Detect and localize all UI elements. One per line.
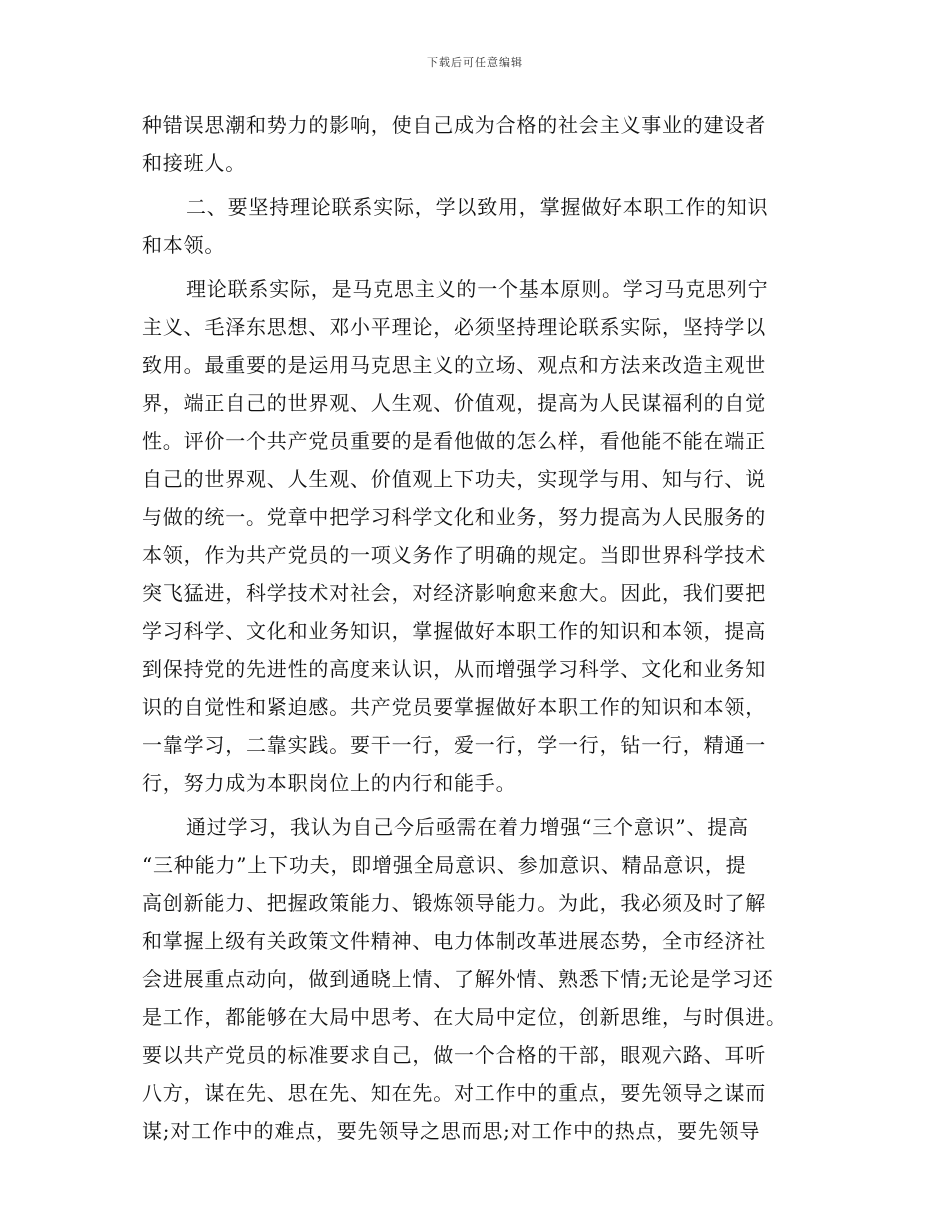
text-line: 性。评价一个共产党员重要的是看他做的怎么样，看他能不能在端正 [142,429,766,453]
text-line: 要以共产党员的标准要求自己，做一个合格的干部，眼观六路、耳听 [142,1043,766,1067]
text-line: 本领，作为共产党员的一项义务作了明确的规定。当即世界科学技术 [142,543,766,567]
text-line: 和掌握上级有关政策文件精神、电力体制改革进展态势，全市经济社 [142,929,766,953]
text-line: 是工作，都能够在大局中思考、在大局中定位，创新思维，与时俱进。 [142,1005,787,1029]
paragraph-4 [142,808,807,1150]
text-line: 高创新能力、把握政策能力、锻炼领导能力。为此，我必须及时了解 [142,891,766,915]
text-line: 识的自觉性和紧迫感。共产党员要掌握做好本职工作的知识和本领， [142,695,766,719]
text-line: 致用。最重要的是运用马克思主义的立场、观点和方法来改造主观世 [142,353,766,377]
body-text [142,106,807,1150]
text-line: 界，端正自己的世界观、人生观、价值观，提高为人民谋福利的自觉 [142,391,766,415]
text-line: 一靠学习，二靠实践。要干一行，爱一行，学一行，钻一行，精通一 [142,733,766,757]
paragraph-2-heading [142,188,807,264]
text-line: 行，努力成为本职岗位上的内行和能手。 [142,771,517,795]
paragraph-3 [142,270,807,802]
text-line: 和本领。 [142,233,226,257]
header-note: 下载后可任意编辑 [427,56,523,69]
text-line: 谋;对工作中的难点，要先领导之思而思;对工作中的热点，要先领导 [142,1119,761,1143]
text-line: 种错误思潮和势力的影响，使自己成为合格的社会主义事业的建设者 [142,113,766,137]
text-line: “三种能力”上下功夫，即增强全局意识、参加意识、精品意识，提 [142,853,747,877]
text-line: 到保持党的先进性的高度来认识，从而增强学习科学、文化和业务知 [142,657,766,681]
text-line: 和接班人。 [142,151,246,175]
text-line: 主义、毛泽东思想、邓小平理论，必须坚持理论联系实际，坚持学以 [142,315,766,339]
text-line: 通过学习，我认为自己今后亟需在着力增强“三个意识”、提高 [186,815,749,839]
text-line: 学习科学、文化和业务知识，掌握做好本职工作的知识和本领，提高 [142,619,766,643]
paragraph-1 [142,106,807,182]
text-line: 与做的统一。党章中把学习科学文化和业务，努力提高为人民服务的 [142,505,766,529]
text-line: 突飞猛进，科学技术对社会，对经济影响愈来愈大。因此，我们要把 [142,581,766,605]
text-line: 八方，谋在先、思在先、知在先。对工作中的重点，要先领导之谋而 [142,1081,766,1105]
text-line: 会进展重点动向，做到通晓上情、了解外情、熟悉下情;无论是学习还 [142,967,774,991]
text-line: 自己的世界观、人生观、价值观上下功夫，实现学与用、知与行、说 [142,467,766,491]
text-line: 二、要坚持理论联系实际，学以致用，掌握做好本职工作的知识 [186,195,769,219]
text-line: 理论联系实际，是马克思主义的一个基本原则。学习马克思列宁 [186,277,769,301]
